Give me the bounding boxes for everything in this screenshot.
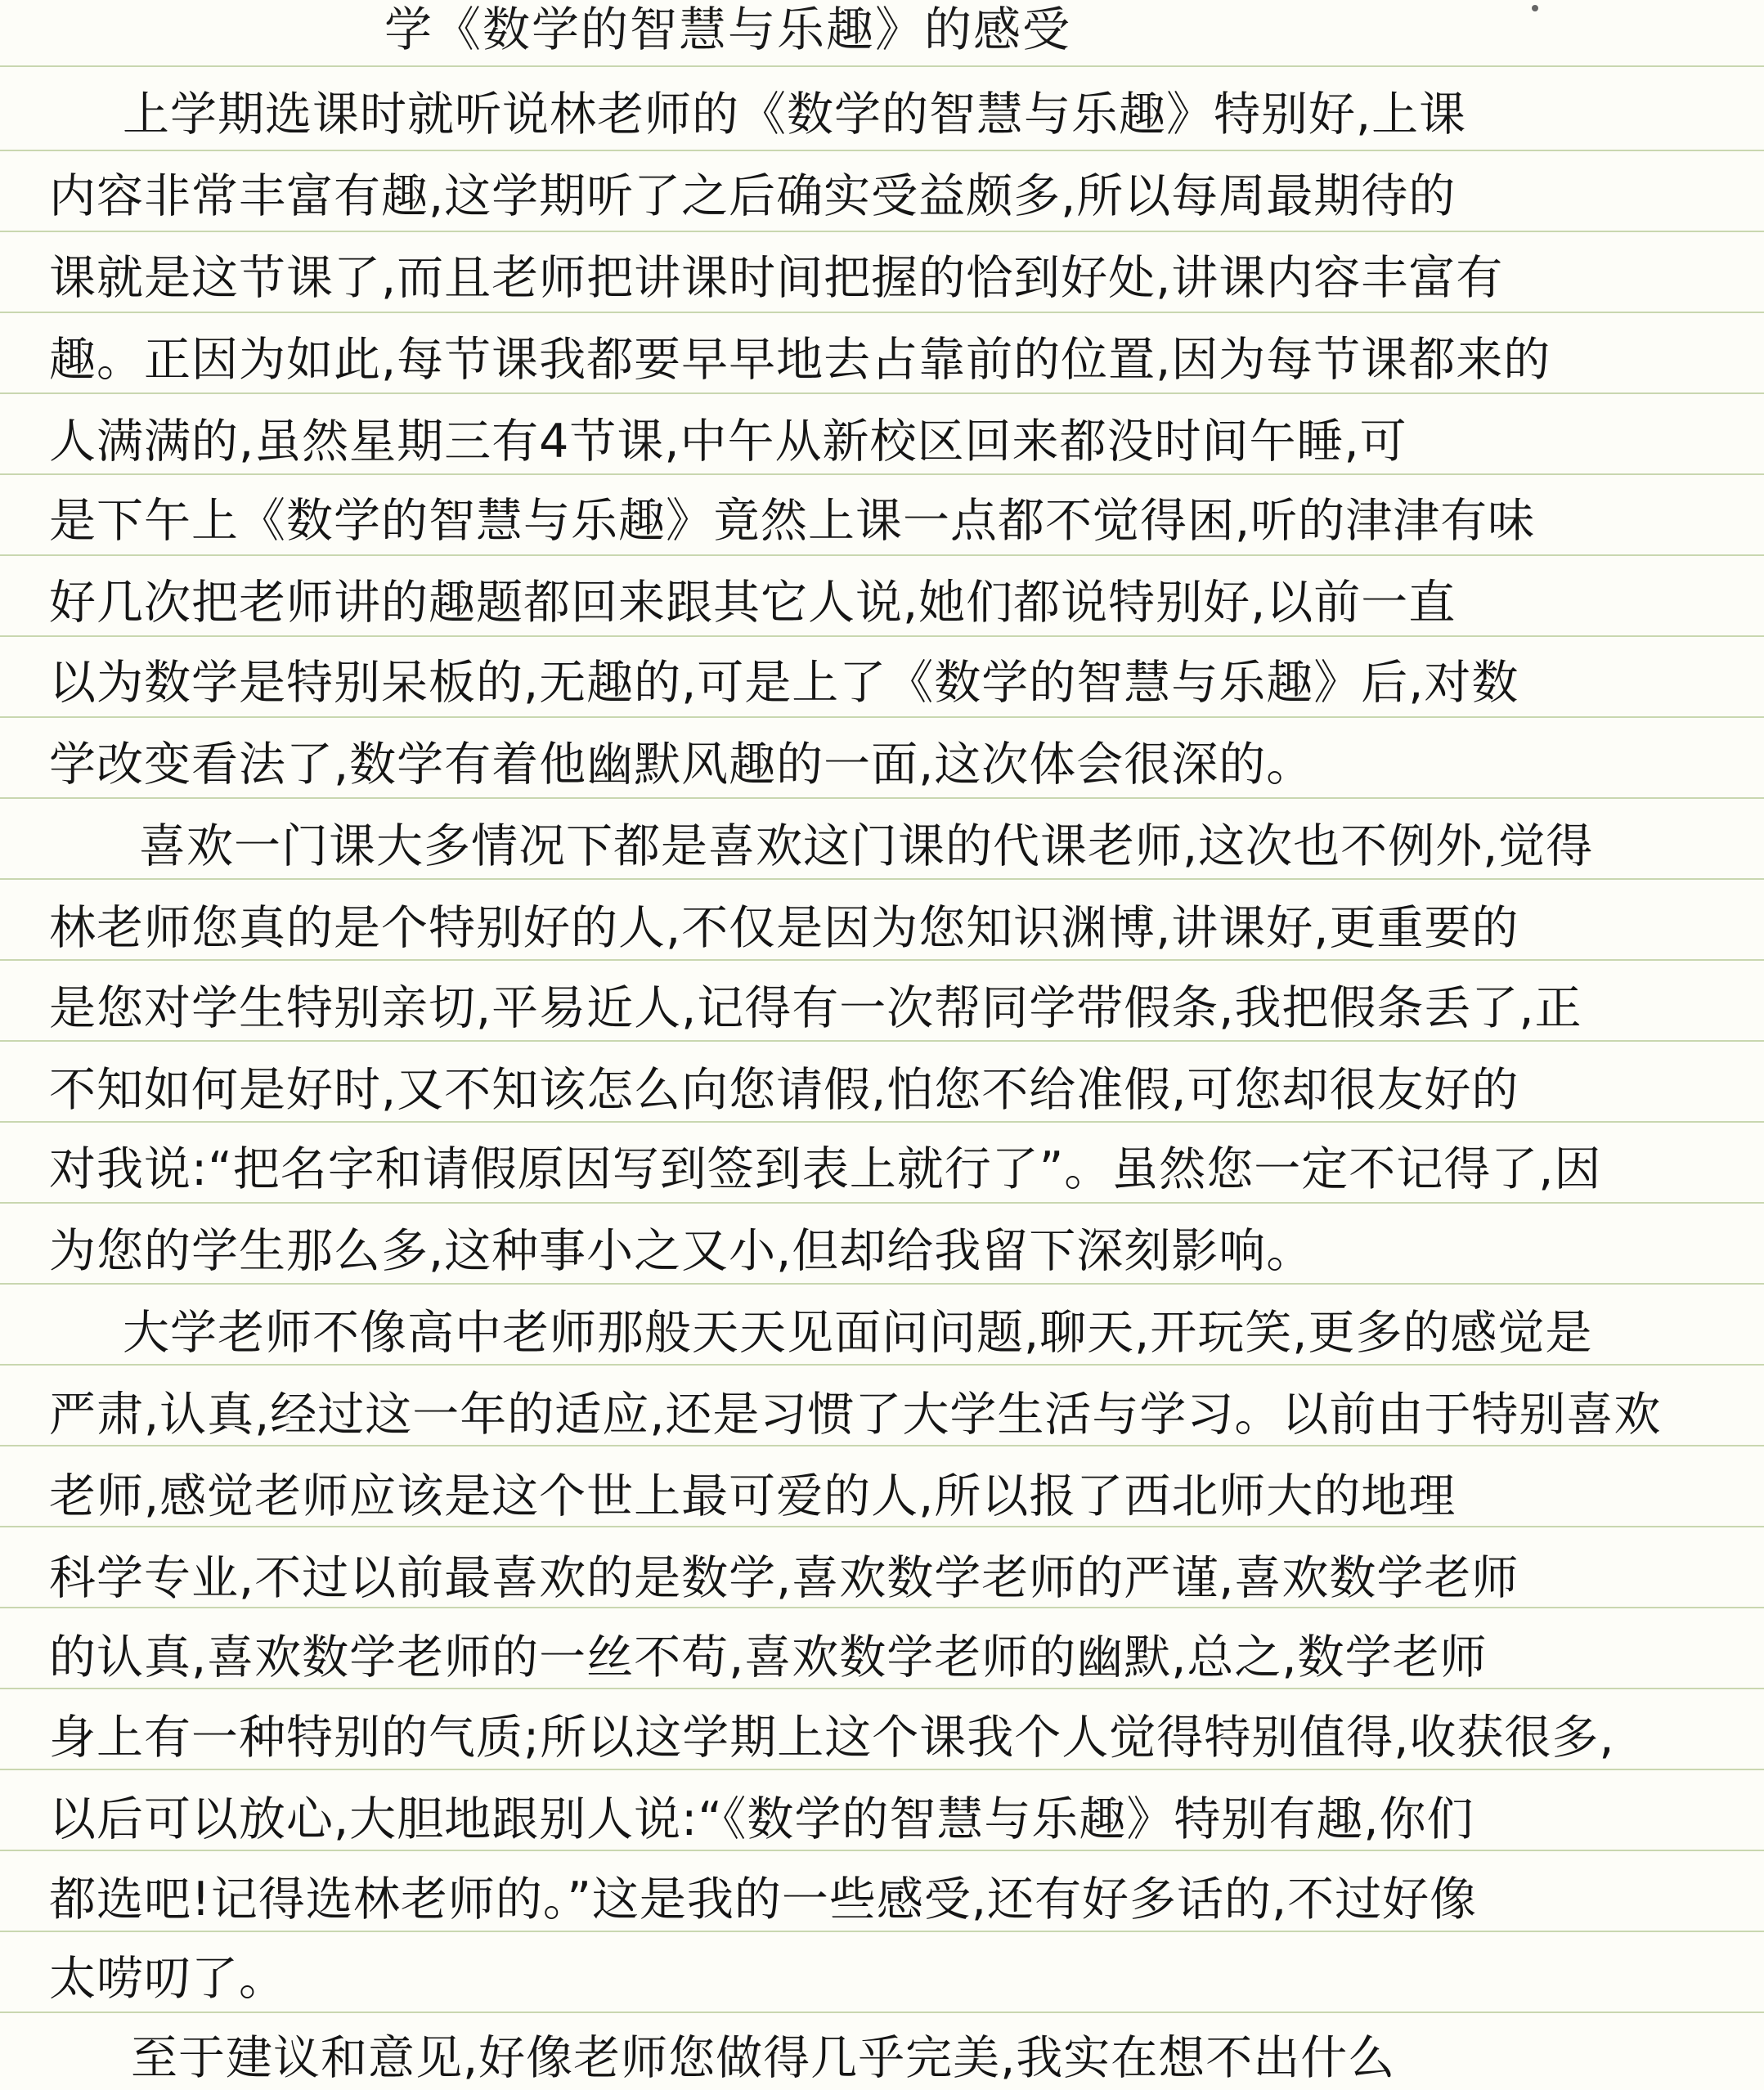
rule-line xyxy=(0,1202,1764,1204)
text-line: 大学老师不像高中老师那般天天见面问问题,聊天,开玩笑,更多的感觉是 xyxy=(123,1306,1593,1360)
text-line: 严肃,认真,经过这一年的适应,还是习惯了大学生活与学习。以前由于特别喜欢 xyxy=(49,1388,1662,1442)
text-line: 老师,感觉老师应该是这个世上最可爱的人,所以报了西北师大的地理 xyxy=(49,1469,1457,1523)
ink-dot xyxy=(1532,5,1538,11)
rule-line xyxy=(0,65,1764,67)
text-line: 内容非常丰富有趣,这学期听了之后确实受益颇多,所以每周最期待的 xyxy=(49,169,1457,223)
rule-line xyxy=(0,1931,1764,1932)
rule-line xyxy=(0,1040,1764,1042)
text-line: 以为数学是特别呆板的,无趣的,可是上了《数学的智慧与乐趣》后,对数 xyxy=(49,656,1519,710)
rule-line xyxy=(0,473,1764,475)
text-line: 是下午上《数学的智慧与乐趣》竟然上课一点都不觉得困,听的津津有味 xyxy=(49,494,1536,548)
text-line: 趣。正因为如此,每节课我都要早早地去占靠前的位置,因为每节课都来的 xyxy=(49,333,1551,387)
text-line: 太唠叨了。 xyxy=(49,1952,286,2006)
rule-line xyxy=(0,231,1764,232)
text-line: 科学专业,不过以前最喜欢的是数学,喜欢数学老师的严谨,喜欢数学老师 xyxy=(49,1551,1519,1605)
text-line: 上学期选课时就听说林老师的《数学的智慧与乐趣》特别好,上课 xyxy=(123,87,1467,141)
rule-line xyxy=(0,392,1764,394)
rule-line xyxy=(0,150,1764,151)
rule-line xyxy=(0,797,1764,799)
text-line: 为您的学生那么多,这种事小之又小,但却给我留下深刻影响。 xyxy=(49,1224,1314,1278)
text-line: 好几次把老师讲的趣题都回来跟其它人说,她们都说特别好,以前一直 xyxy=(49,576,1457,630)
text-line: 人满满的,虽然星期三有4节课,中午从新校区回来都没时间午睡,可 xyxy=(49,415,1407,469)
rule-line xyxy=(0,1850,1764,1851)
rule-line xyxy=(0,1769,1764,1770)
rule-line xyxy=(0,635,1764,637)
rule-line xyxy=(0,1364,1764,1366)
rule-line xyxy=(0,959,1764,961)
text-line: 的认真,喜欢数学老师的一丝不苟,喜欢数学老师的幽默,总之,数学老师 xyxy=(49,1630,1488,1684)
rule-line xyxy=(0,554,1764,556)
rule-line xyxy=(0,1688,1764,1689)
text-line: 课就是这节课了,而且老师把讲课时间把握的恰到好处,讲课内容丰富有 xyxy=(49,251,1504,305)
rule-line xyxy=(0,1283,1764,1285)
text-line: 学改变看法了,数学有着他幽默风趣的一面,这次体会很深的。 xyxy=(49,738,1314,792)
rule-line xyxy=(0,716,1764,718)
page-title: 学《数学的智慧与乐趣》的感受 xyxy=(384,2,1072,57)
rule-line xyxy=(0,1607,1764,1608)
text-line: 喜欢一门课大多情况下都是喜欢这门课的代课老师,这次也不例外,觉得 xyxy=(139,819,1594,873)
text-line: 林老师您真的是个特别好的人,不仅是因为您知识渊博,讲课好,更重要的 xyxy=(49,901,1519,955)
rule-line xyxy=(0,2012,1764,2013)
text-line: 至于建议和意见,好像老师您做得几乎完美,我实在想不出什么 xyxy=(131,2031,1396,2085)
text-line: 都选吧!记得选林老师的。”这是我的一些感受,还有好多话的,不过好像 xyxy=(49,1872,1478,1926)
rule-line xyxy=(0,312,1764,313)
text-line: 身上有一种特别的气质;所以这学期上这个课我个人觉得特别值得,收获很多, xyxy=(49,1711,1615,1765)
text-line: 对我说:“把名字和请假原因写到签到表上就行了”。虽然您一定不记得了,因 xyxy=(49,1142,1602,1196)
rule-line xyxy=(0,1445,1764,1446)
text-line: 是您对学生特别亲切,平易近人,记得有一次帮同学带假条,我把假条丢了,正 xyxy=(49,981,1582,1035)
rule-line xyxy=(0,1121,1764,1123)
text-line: 以后可以放心,大胆地跟别人说:“《数学的智慧与乐趣》特别有趣,你们 xyxy=(49,1792,1474,1846)
rule-line xyxy=(0,1526,1764,1527)
rule-line xyxy=(0,878,1764,880)
text-line: 不知如何是好时,又不知该怎么向您请假,怕您不给准假,可您却很友好的 xyxy=(49,1063,1519,1117)
